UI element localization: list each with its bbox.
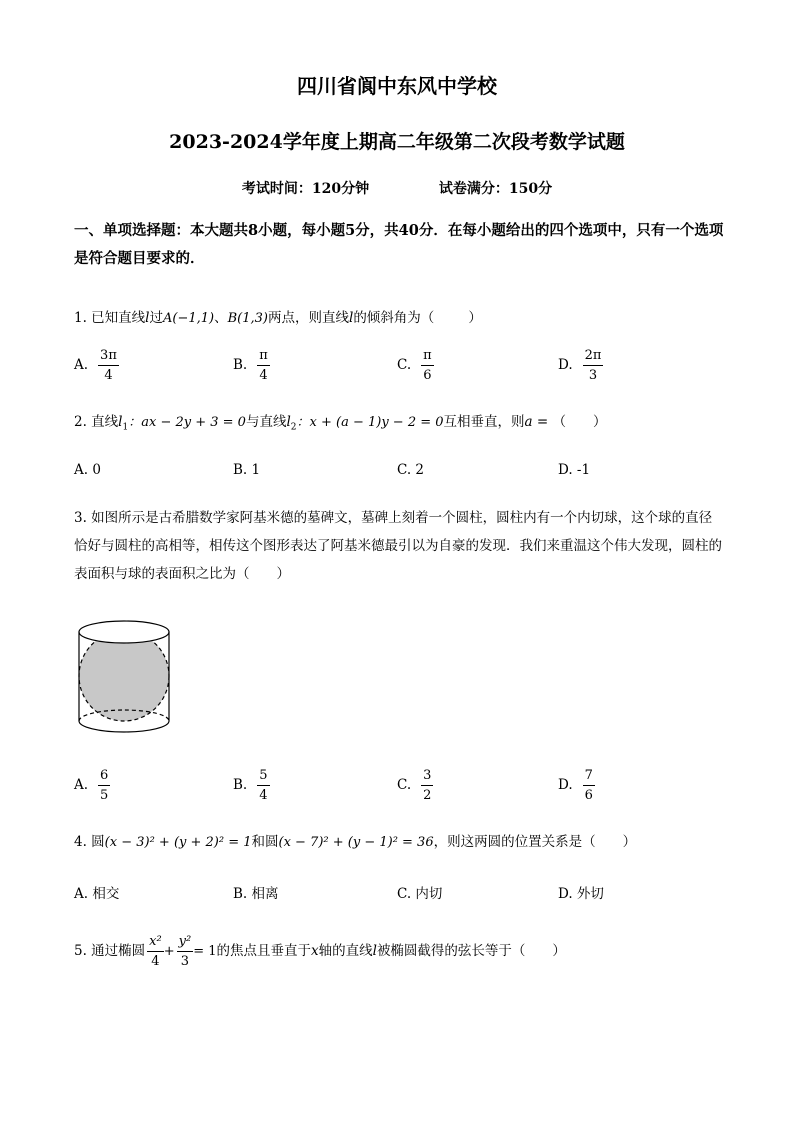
q4-option-b[interactable]: B. 相离 xyxy=(233,886,279,902)
question-5: 5. 通过椭圆 $\frac{\text{x²}}{4}$ + $\frac{\text{y²}}{3}$ = 1的焦点且垂直于x轴的直线l被椭圆截得的弦长等于（ ） xyxy=(74,934,566,969)
exam-meta xyxy=(0,178,794,198)
question-1: 1. 已知直线l过A(−1,1)、B(1,3)两点，则直线l的倾斜角为（ ） xyxy=(74,310,482,326)
question-3: 3. 如图所示是古希腊数学家阿基米德的墓碑文，墓碑上刻着一个圆柱，圆柱内有一个内切球，这个球的直径恰好与圆柱的高相等，相传这个图形表达了阿基米德最引以为自豪的发现．我们来重温这个伟大发现，圆柱的表面积与球的表面积之比为（ ） xyxy=(74,510,722,582)
q4-option-d[interactable]: D. 外切 xyxy=(558,886,604,902)
q2-option-a[interactable]: A. 0 xyxy=(74,462,101,478)
q4-option-c[interactable]: C. 内切 xyxy=(397,886,443,902)
q3-option-a[interactable]: A. $\frac{6}{5}$ xyxy=(74,768,109,803)
cylinder-sphere-icon xyxy=(79,621,169,732)
section-heading: 一、单项选择题：本大题共8小题，每小题5分，共40分．在每小题给出的四个选项中，只有一个选项是符合题目要求的． xyxy=(74,222,724,267)
question-4: 4. 圆(x − 3)² + (y + 2)² = 1和圆(x − 7)² + (y − 1)² = 36，则这两圆的位置关系是（ ） xyxy=(74,834,637,850)
q1-option-d[interactable]: D. $\frac{2\pi}{3}$ xyxy=(558,348,602,383)
exam-title: 2023-2024学年度上期高二年级第二次段考数学试题 xyxy=(169,131,625,153)
q2-option-b[interactable]: B. 1 xyxy=(233,462,261,478)
q1-option-a[interactable]: A. $\frac{3\pi}{4}$ xyxy=(74,348,117,383)
q2-option-c[interactable]: C. 2 xyxy=(397,462,425,478)
q3-option-d[interactable]: D. $\frac{7}{6}$ xyxy=(558,768,593,803)
school-name: 四川省阆中东风中学校 xyxy=(297,74,497,98)
q3-option-c[interactable]: C. $\frac{3}{2}$ xyxy=(397,768,432,803)
q3-option-b[interactable]: B. $\frac{5}{4}$ xyxy=(233,768,268,803)
q4-option-a[interactable]: A. 相交 xyxy=(74,886,120,902)
question-2: 2. 直线$l_1$：ax − 2y + 3 = 0与直线$l_2$：x + (a − 1)y − 2 = 0互相垂直，则a = （ ） xyxy=(74,414,607,433)
q1-option-c[interactable]: C. $\frac{\pi}{6}$ xyxy=(397,348,432,383)
cylinder-sphere-figure xyxy=(72,616,176,740)
exam-time: 考试时间：120分钟 xyxy=(241,181,370,197)
exam-score: 试卷满分：150分 xyxy=(438,181,553,197)
q1-option-b[interactable]: B. $\frac{\pi}{4}$ xyxy=(233,348,268,383)
q2-option-d[interactable]: D. -1 xyxy=(558,462,591,478)
